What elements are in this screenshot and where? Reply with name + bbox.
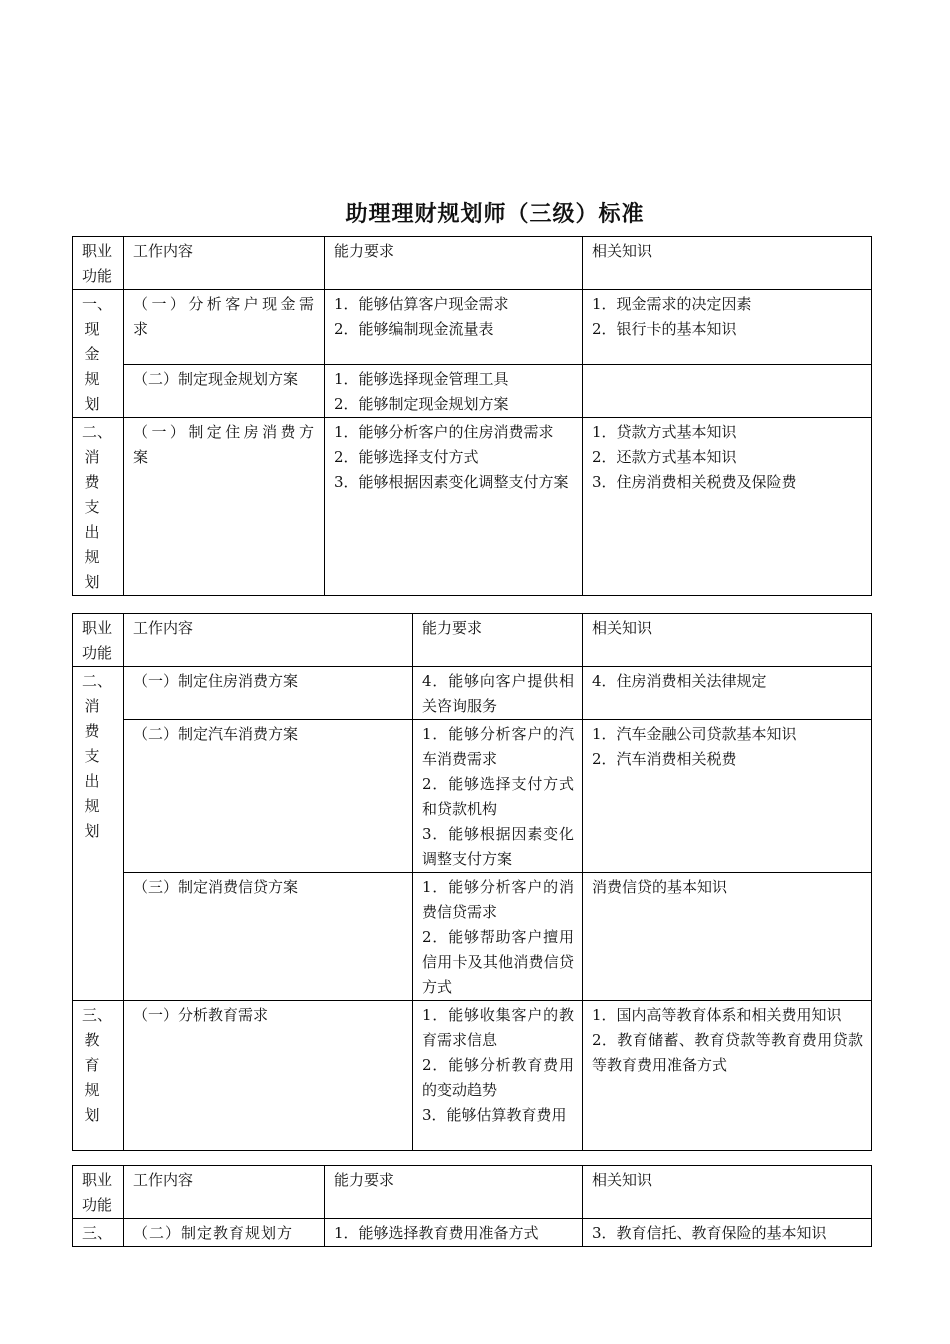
knowledge-cell: 1．现金需求的决定因素 2．银行卡的基本知识 bbox=[583, 290, 872, 365]
table-header-row bbox=[73, 614, 872, 667]
table-header-row bbox=[73, 237, 872, 290]
header-knowledge: 相关知识 bbox=[583, 614, 872, 667]
ability-cell: 1．能够选择教育费用准备方式 bbox=[325, 1219, 583, 1247]
table-row bbox=[73, 418, 872, 596]
table-row bbox=[73, 873, 872, 1001]
standards-table-2 bbox=[72, 613, 872, 1151]
header-knowledge: 相关知识 bbox=[583, 237, 872, 290]
ability-cell: 4．能够向客户提供相关咨询服务 bbox=[413, 667, 583, 720]
work-cell: （一）分析教育需求 bbox=[124, 1001, 413, 1151]
func-cell: 三、 bbox=[73, 1219, 124, 1247]
page-title: 助理理财规划师（三级）标准 bbox=[345, 202, 645, 227]
work-cell: （三）制定消费信贷方案 bbox=[124, 873, 413, 1001]
table-row bbox=[73, 667, 872, 720]
knowledge-cell: 1．贷款方式基本知识 2．还款方式基本知识 3．住房消费相关税费及保险费 bbox=[583, 418, 872, 596]
knowledge-cell: 1．国内高等教育体系和相关费用知识 2．教育储蓄、教育贷款等教育费用贷款等教育费用准备方式 bbox=[583, 1001, 872, 1151]
header-work: 工作内容 bbox=[124, 237, 325, 290]
header-knowledge: 相关知识 bbox=[583, 1166, 872, 1219]
work-cell: （二）制定汽车消费方案 bbox=[124, 720, 413, 873]
knowledge-cell bbox=[583, 365, 872, 418]
header-ability: 能力要求 bbox=[413, 614, 583, 667]
ability-cell: 1．能够分析客户的消费信贷需求 2．能够帮助客户擅用信用卡及其他消费信贷方式 bbox=[413, 873, 583, 1001]
header-work: 工作内容 bbox=[124, 614, 413, 667]
ability-cell: 1．能够估算客户现金需求 2．能够编制现金流量表 bbox=[325, 290, 583, 365]
knowledge-cell: 消费信贷的基本知识 bbox=[583, 873, 872, 1001]
knowledge-cell: 3．教育信托、教育保险的基本知识 bbox=[583, 1219, 872, 1247]
header-func: 职业 功能 bbox=[73, 1166, 124, 1219]
table-row bbox=[73, 290, 872, 365]
func-cell: 一、 现 金 规 划 bbox=[73, 290, 124, 418]
func-cell: 二、 消 费 支 出 规 划 bbox=[73, 667, 124, 1001]
table-row bbox=[73, 720, 872, 873]
standards-table-3 bbox=[72, 1165, 872, 1247]
ability-cell: 1．能够收集客户的教育需求信息 2．能够分析教育费用的变动趋势 3．能够估算教育费用 bbox=[413, 1001, 583, 1151]
work-cell: （二）制定教育规划方 bbox=[124, 1219, 325, 1247]
knowledge-cell: 1．汽车金融公司贷款基本知识 2．汽车消费相关税费 bbox=[583, 720, 872, 873]
header-ability: 能力要求 bbox=[325, 1166, 583, 1219]
header-func: 职业 功能 bbox=[73, 614, 124, 667]
func-cell: 三、 教 育 规 划 bbox=[73, 1001, 124, 1151]
table-header-row bbox=[73, 1166, 872, 1219]
work-cell: （一）制定住房消费方案 bbox=[124, 667, 413, 720]
func-cell: 二、 消 费 支 出 规 划 bbox=[73, 418, 124, 596]
table-row bbox=[73, 1001, 872, 1151]
work-cell: （二）制定现金规划方案 bbox=[124, 365, 325, 418]
knowledge-cell: 4．住房消费相关法律规定 bbox=[583, 667, 872, 720]
standards-table-1 bbox=[72, 236, 872, 596]
header-ability: 能力要求 bbox=[325, 237, 583, 290]
ability-cell: 1．能够分析客户的住房消费需求 2．能够选择支付方式 3．能够根据因素变化调整支付方案 bbox=[325, 418, 583, 596]
work-cell: （一）制定住房消费方案 bbox=[124, 418, 325, 596]
ability-cell: 1．能够选择现金管理工具 2．能够制定现金规划方案 bbox=[325, 365, 583, 418]
header-func: 职业 功能 bbox=[73, 237, 124, 290]
ability-cell: 1．能够分析客户的汽车消费需求 2．能够选择支付方式和贷款机构 3．能够根据因素变化调整支付方案 bbox=[413, 720, 583, 873]
table-row bbox=[73, 365, 872, 418]
table-row bbox=[73, 1219, 872, 1247]
work-cell: （一）分析客户现金需求 bbox=[124, 290, 325, 365]
header-work: 工作内容 bbox=[124, 1166, 325, 1219]
